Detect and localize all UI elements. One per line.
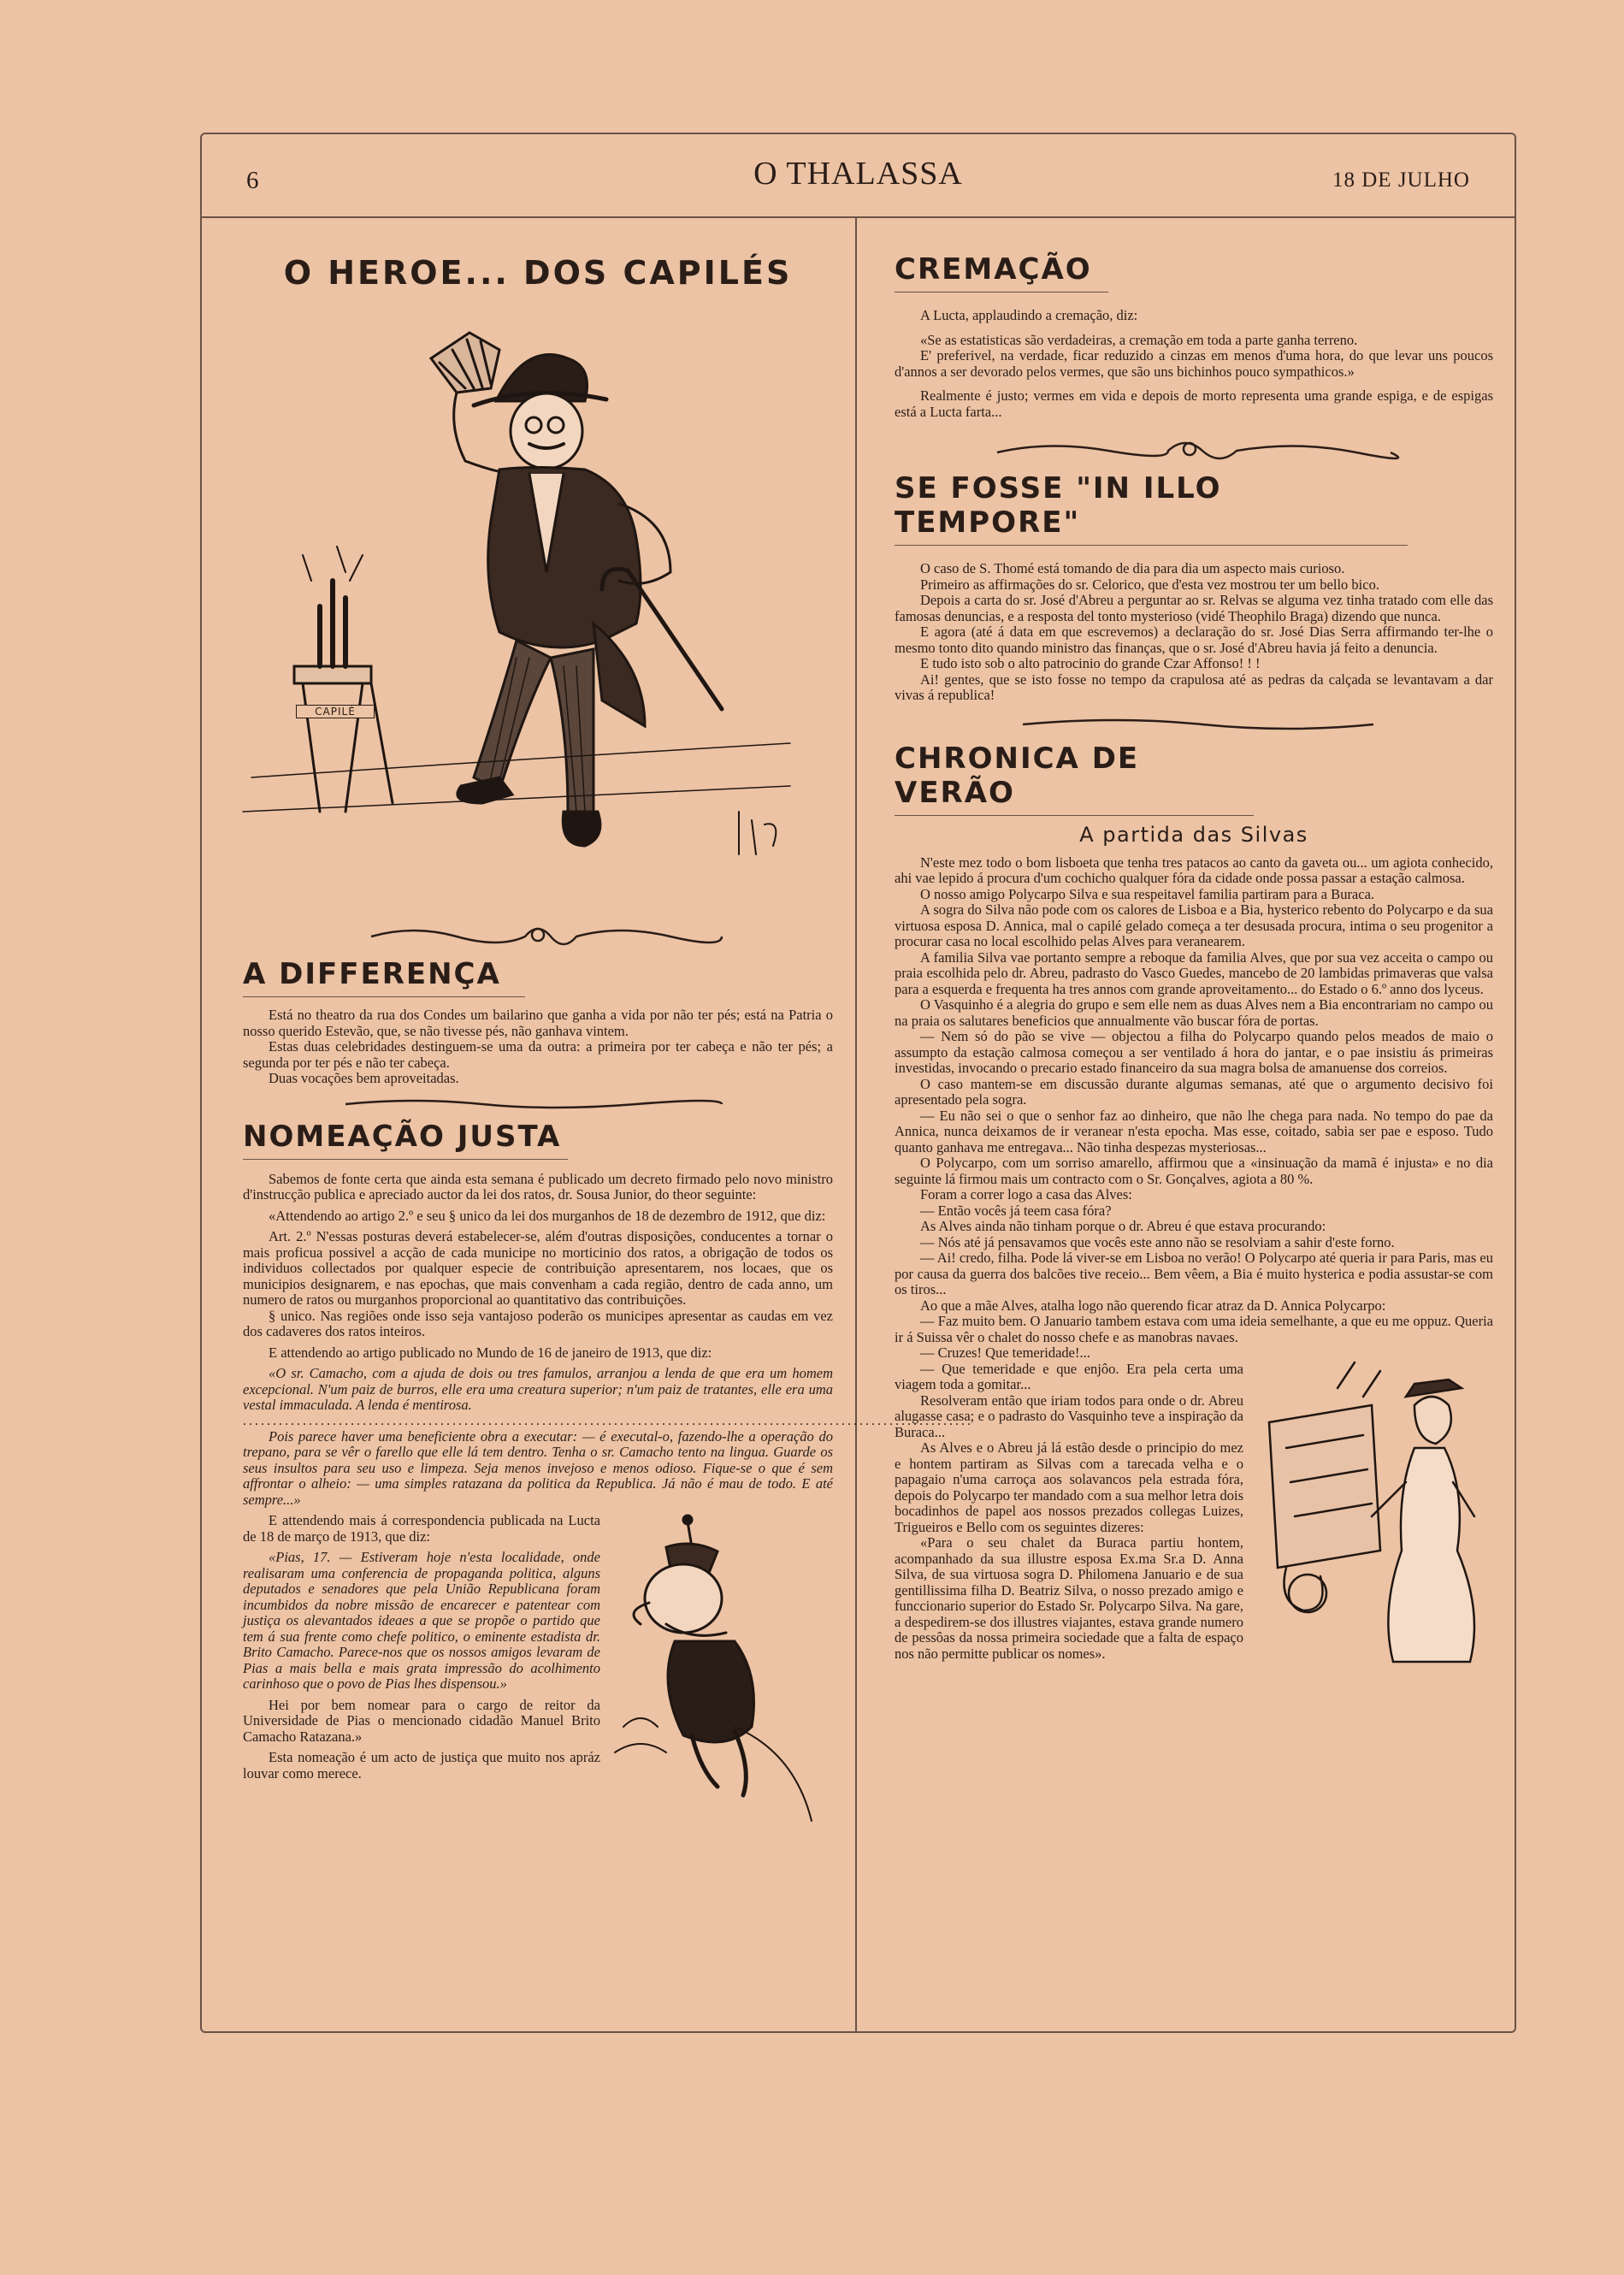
paragraph: Ai! gentes, que se isto fosse no tempo da crapulosa até as pedras da calçada se levantavam a dar vivas á republica! [895, 671, 1493, 703]
paragraph: Está no theatro da rua dos Condes um bailarino que ganha a vida por não ter pés; está na Patria o nosso querido Estevão, que, se não tivesse pés, não ganhava vintem. [243, 1007, 833, 1039]
paragraph: As Alves e o Abreu já lá estão desde o principio do mez e hontem partiram as Silvas com a tarecada velha e o papagaio n'uma carroça aos solavancos pela estrada fóra, depois do Polycarpo ter mandado com a sua melhor letra dois bocadinhos de papel aos nossos prezados collegas Luizes, Trigueiros e Bello com os seguintes dizeres: [895, 1439, 1243, 1535]
woman-with-cart-illustration [1252, 1354, 1491, 1679]
article-cremacao [895, 252, 1493, 420]
paragraph: — Faz muito bem. O Januario tambem estava com uma ideia semelhante, a que eu me oppuz. Queria ir á Suissa vêr o chalet do nosso chefe e as manobras navaes. [895, 1313, 1493, 1345]
paragraph: O caso de S. Thomé está tomando de dia para dia um aspecto mais curioso. [920, 560, 1345, 576]
page-frame [200, 133, 1516, 2033]
paragraph: O caso mantem-se em discussão durante algumas semanas, até que o argumento decisivo foi apresentado pela sogra. [895, 1075, 1493, 1108]
quote: Pois parece haver uma beneficiente obra a executar: — é executal-o, fazendo-lhe a operação do trepano, para se vêr o farello que elle lá tem dentro. Tenha o sr. Camacho tento na lingua. Guarde os seus insultos para seu uso e limpeza. Seja menos invejoso e menos odioso. Fique-se o que é sem affrontar o alheio: — uma simples ratazana da politica da Republica. Já não é mau de todo. E até sempre...» [243, 1427, 833, 1508]
paragraph: A Lucta, applaudindo a cremação, diz: [920, 307, 1138, 323]
issue-date: 18 DE JULHO [1332, 168, 1470, 192]
paragraph: — Eu não sei o que o senhor faz ao dinheiro, que não lhe chega para nada. No tempo do pae da Annica, nunca deixamos de ir veranear n'esta epocha. Mas esse, coitado, sabia ser pae e esposo. Tudo quanto ganhava me entregava... Não tinha despezas mysteriosas... [895, 1107, 1493, 1155]
quote: «Pias, 17. — Estiveram hoje n'esta localidade, onde realisaram uma conferencia de propaganda politica, alguns deputados e senadores que pela União Republicana foram incumbidos da nobre missão de encarecer e patentear com justiça os alevantados ideaes a que se propõe o partido que tem á sua frente como chefe politico, o eminente estadista dr. Brito Camacho. Parece-nos que os nossos amigos levaram de Pias a mais bella e mais grata impressão do acolhimento carinhoso que o povo de Pias lhes dispensou.» [243, 1549, 600, 1692]
paragraph: As Alves ainda não tinham porque o dr. Abreu é que estava procurando: [920, 1218, 1326, 1234]
column-divider [855, 216, 857, 2031]
capile-sign: CAPILÉ [296, 705, 375, 718]
paragraph: «Para o seu chalet da Buraca partiu hontem, acompanhado da sua illustre esposa Ex.ma Sr.a D. Anna Silva, de sua virtuosa sogra D. Philomena Januario e de sua gentillissima filha D. Beatriz Silva, o nosso prezado amigo e funccionario superior do Estado Sr. Polycarpo Silva. Na gare, a despedirem-se dos illustres viajantes, estava grande numero de pessôas da nossa primeira sociedade que a falta de espaço nos não permitte publicar os nomes». [895, 1534, 1243, 1662]
ornament-divider [895, 435, 1493, 464]
paragraph: A familia Silva vae portanto sempre a reboque da familia Alves, que por sua vez acceita o campo ou praia escolhida pelo dr. Abreu, padrasto do Vasco Guedes, mancebo de 20 lambidas primaveras que valsa para a esquerda e frequenta ha tres annos com grande aproveitamento... do Estado o 6.º anno dos lyceus. [895, 948, 1493, 997]
paragraph: Primeiro as affirmações do sr. Celorico, que d'esta vez mostrou ter um bello bico. [920, 576, 1379, 593]
dotted-separator: .......................................................................................................................... [243, 1413, 973, 1428]
article-se-fosse [895, 471, 1493, 704]
paragraph: Esta nomeação é um acto de justiça que muito nos apráz louvar como merece. [243, 1749, 600, 1782]
article-chronica [895, 742, 1493, 1705]
article-title: A DIFFERENÇA [243, 957, 525, 997]
paragraph: Estas duas celebridades destinguem-se uma da outra: a primeira por ter cabeça e não ter pés; a segunda por ter pés e não ter cabeça. [243, 1038, 833, 1071]
paragraph: Depois a carta do sr. José d'Abreu a perguntar ao sr. Relvas se alguma vez tinha tratado com elle das famosas denuncias, e a resposta del tonto mysterioso (vidé Theophilo Braga) dizendo que nunca. [895, 592, 1493, 624]
page-header [202, 134, 1515, 218]
paragraph: § unico. Nas regiões onde isso seja vantajoso poderão os municipes apresentar as caudas em vez dos cadaveres dos ratos inteiros. [243, 1307, 833, 1339]
rat-caricature [606, 1513, 829, 1838]
right-column [895, 216, 1493, 1705]
paragraph: A sogra do Silva não pode com os calores de Lisboa e a Bia, hysterico rebento do Polycarpo e da sua virtuosa esposa D. Annica, mal o capilé gelado começa a ter desusada procura, intima o seu progenitor a procurar casa no local escolhido pelas Alves para veranearem. [895, 901, 1493, 949]
article-title: NOMEAÇÃO JUSTA [243, 1120, 568, 1160]
masthead: O THALASSA [753, 156, 963, 192]
paragraph: «Se as estatisticas são verdadeiras, a cremação em toda a parte ganha terreno. [920, 331, 1358, 348]
paragraph: E attendendo ao artigo publicado no Mundo de 16 de janeiro de 1913, que diz: [269, 1344, 712, 1361]
paragraph: O Vasquinho é a alegria do grupo e sem elle nem as duas Alves nem a Bia encontrariam no campo ou na praia os salutares beneficios que annualmente vão buscar fóra de portas. [895, 996, 1493, 1029]
paragraph: E tudo isto sob o alto patrocinio do grande Czar Affonso! ! ! [920, 655, 1261, 671]
rat-man-illustration [606, 1513, 829, 1838]
cart-illustration [1252, 1354, 1491, 1679]
paragraph: — Nós até já pensavamos que vocês este anno não se resolviam a sahir d'este forno. [920, 1233, 1395, 1250]
page-number: 6 [246, 167, 259, 194]
article-differenca [243, 957, 833, 1087]
paragraph: Foram a correr logo a casa das Alves: [920, 1186, 1132, 1202]
article-title: SE FOSSE "IN ILLO TEMPORE" [895, 471, 1408, 546]
paragraph: O Polycarpo, com um sorriso amarello, affirmou que a «insinuação da mamã é injusta» e no dia seguinte lá firmou mais um contracto com o Sr. Gonçalves, agiota a 80 %. [895, 1155, 1493, 1187]
article-nomeacao [243, 1119, 973, 1873]
paragraph: E' preferivel, na verdade, ficar reduzido a cinzas em menos d'uma hora, do que levar uns poucos d'annos a ser devorado pelos vermes, que são uns bichinhos pouco sympathicos.» [895, 347, 1493, 380]
paragraph: Resolveram então que iriam todos para onde o dr. Abreu alugasse casa; e o padrasto do Vasquinho teve a inspiração da Buraca... [895, 1392, 1243, 1440]
paragraph: — Cruzes! Que temeridade!... [920, 1344, 1090, 1361]
ornament-divider [243, 1096, 833, 1113]
paragraph: Duas vocações bem aproveitadas. [269, 1070, 459, 1086]
article-title: CREMAÇÃO [895, 252, 1108, 292]
ornament-divider [895, 714, 1493, 735]
article-subtitle: A partida das Silvas [1079, 822, 1308, 847]
paragraph: E agora (até á data em que escrevemos) a declaração do sr. José Dias Serra affirmando ter-lhe o mesmo tonto dito quando ministro das finanças, que o sr. José d'Abreu havia já feito a denuncia. [895, 623, 1493, 656]
left-column [243, 216, 973, 1872]
paragraph: «Attendendo ao artigo 2.º e seu § unico da lei dos murganhos de 18 de dezembro de 1912, que diz: [269, 1207, 826, 1224]
paragraph: E attendendo mais á correspondencia publicada na Lucta de 18 de março de 1913, que diz: [243, 1512, 600, 1545]
paragraph: Sabemos de fonte certa que ainda esta semana é publicado um decreto firmado pelo novo ministro d'instrucção publica e apreciado auctor da lei dos ratos, dr. Sousa Junior, do theor seguinte: [243, 1170, 833, 1202]
dancing-man-illustration [243, 298, 833, 931]
paragraph: — Que temeridade e que enjôo. Era pela certa uma viagem toda a gomitar... [895, 1360, 1243, 1392]
paragraph: Ao que a mãe Alves, atalha logo não querendo ficar atraz da D. Annica Polycarpo: [920, 1297, 1386, 1314]
quote: «O sr. Camacho, com a ajuda de dois ou tres famulos, arranjou a lenda de que era um homem excepcional. N'um paiz de burros, elle era uma creatura superior; n'um paiz de tratantes, elle era uma vestal immaculada. A lenda é mentirosa. [243, 1365, 833, 1413]
paragraph: — Nem só do pão se vive — objectou a filha do Polycarpo quando pelos meados de maio o assumpto da estação calmosa começou a ser ventilado á hora do jantar, e o pae insistiu ás primeiras investidas, invocando o precario estado financeiro da sua magra bolsa de amanuense dos correios. [895, 1028, 1493, 1076]
hero-cartoon [243, 298, 833, 931]
paragraph: O nosso amigo Polycarpo Silva e sua respeitavel familia partiram para a Buraca. [920, 885, 1375, 902]
paragraph: Realmente é justo; vermes em vida e depois de morto representa uma grande espiga, e de espigas está a Lucta farta... [895, 387, 1493, 420]
article-title: CHRONICA DE VERÃO [895, 742, 1254, 816]
paragraph: N'este mez todo o bom lisboeta que tenha tres patacos ao canto da gaveta ou... um agiota conhecido, ahi vae lepido á procura d'um cochicho qualquer fóra da cidade onde possa passar a estação calmosa. [895, 854, 1493, 886]
cartoon-title: O HEROE... DOS CAPILÉS [283, 254, 793, 292]
paragraph: — Então vocês já teem casa fóra? [920, 1202, 1112, 1219]
paragraph: — Ai! credo, filha. Pode lá viver-se em Lisboa no verão! O Polycarpo até queria ir para Paris, mas eu por causa da guerra dos balcões tive receio... Bem vêem, a Bia é muito hysterica e podia assustar-se com os tiros... [895, 1250, 1493, 1297]
paragraph: Art. 2.º N'essas posturas deverá estabelecer-se, além d'outras disposições, conducentes a tornar o mais proficua possivel a acção de cada municipe no morticinio dos ratos, a obrigação de todos os individuos collectados por qualquer especie de contribuição apresentarem, nos locaes, que os municipios designarem, e nas epochas, que mais convenham a cada região, dentro de cada anno, um numero de ratos ou murganhos proporcional ao quantitativo das contribuições. [243, 1228, 833, 1308]
paragraph: Hei por bem nomear para o cargo de reitor da Universidade de Pias o mencionado cidadão Manuel Brito Camacho Ratazana.» [243, 1696, 600, 1745]
